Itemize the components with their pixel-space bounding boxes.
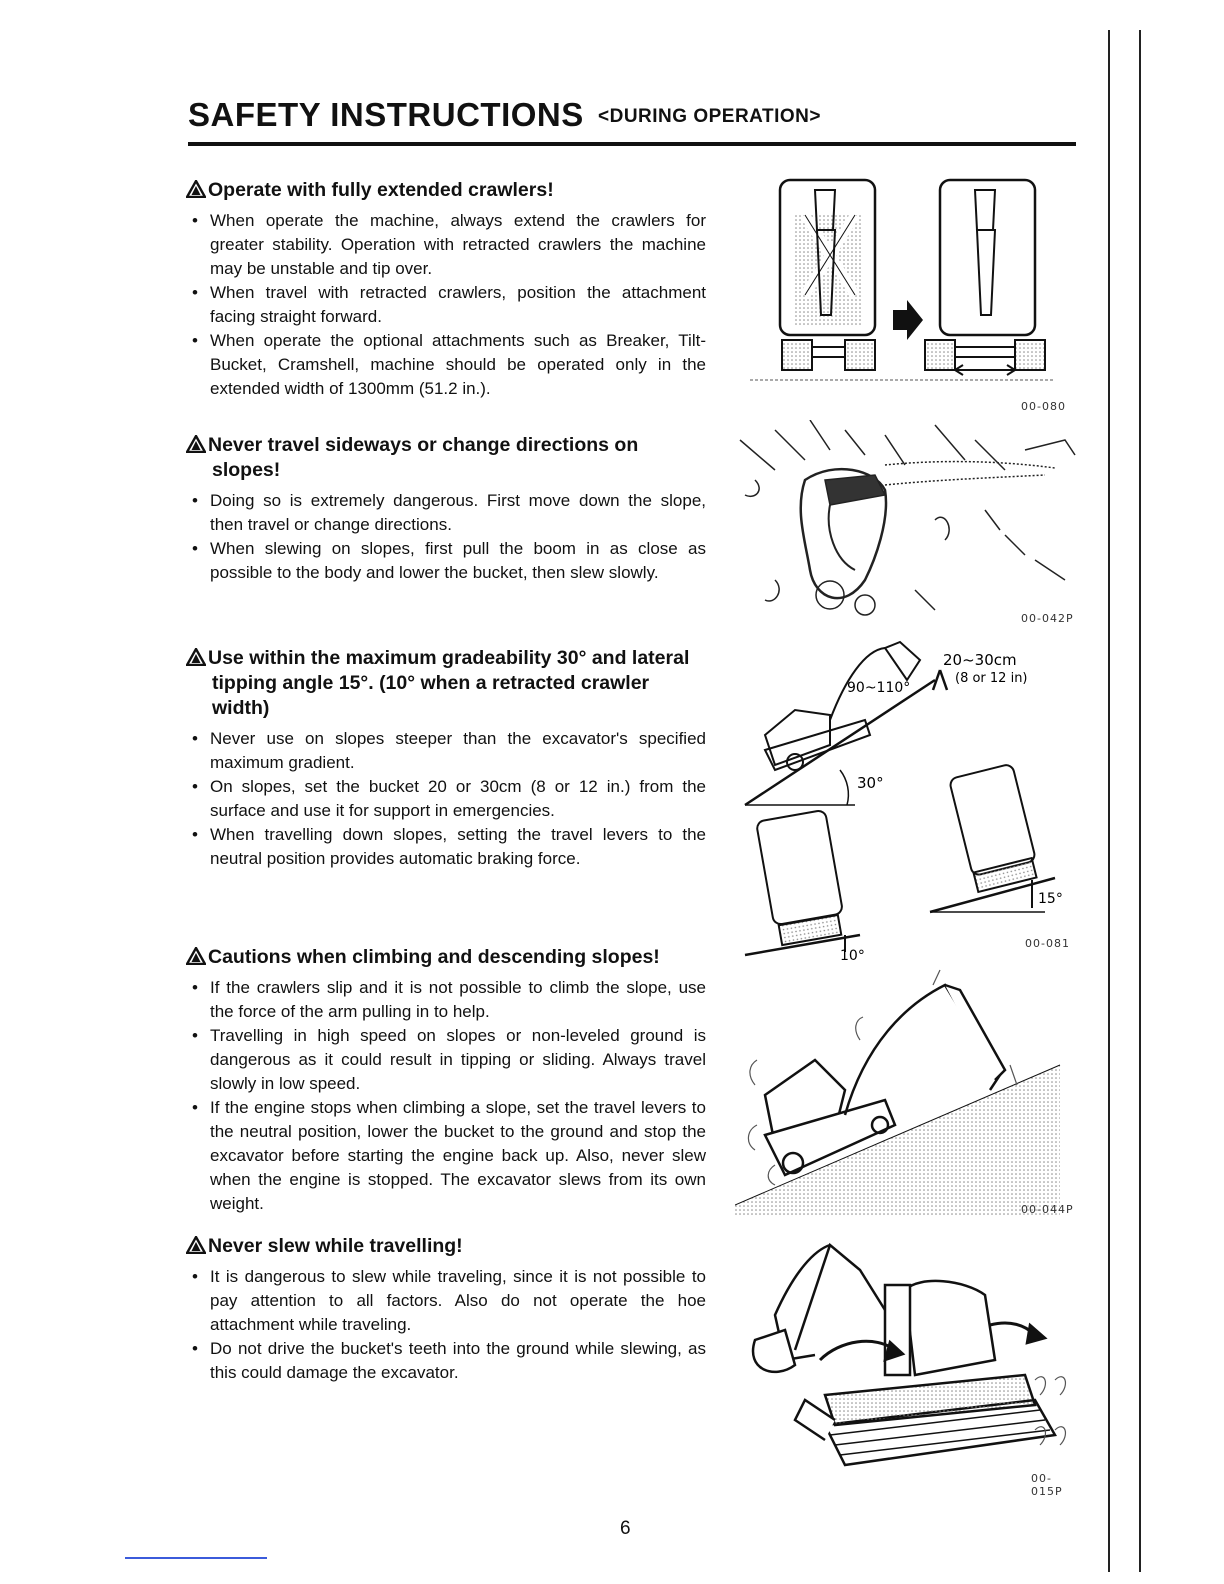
section-gradeability <box>186 646 706 871</box>
excavator-climbing-illustration <box>735 965 1080 1215</box>
page-title: SAFETY INSTRUCTIONS <box>188 96 584 133</box>
figure-code: 00-042P <box>1021 612 1074 625</box>
grade-angle-label: 30° <box>857 774 884 792</box>
excavator-slewing-illustration <box>735 1230 1080 1470</box>
warning-triangle-icon <box>186 646 208 671</box>
warning-triangle-icon <box>186 433 208 458</box>
figure-slope-tipping <box>735 420 1080 630</box>
bullet-item: • On slopes, set the bucket 20 or 30cm (8 or 12 in.) from the surface and use it for support in emergencies. <box>186 775 706 823</box>
section-slopes-sideways <box>186 433 706 585</box>
bullet-item: • When slewing on slopes, first pull the boom in as close as possible to the body and lower the bucket, then slew slowly. <box>186 537 706 585</box>
section-heading: Never slew while travelling! <box>208 1235 463 1257</box>
figure-code: 00-015P <box>1031 1472 1063 1498</box>
section-heading: Never travel sideways or change directions on slopes! <box>208 434 639 481</box>
figure-gradeability <box>735 640 1080 960</box>
figure-no-slew <box>735 1230 1080 1498</box>
boom-angle-label: 90~110° <box>847 680 911 696</box>
warning-triangle-icon <box>186 178 208 203</box>
clearance-inch-label: (8 or 12 in) <box>955 671 1028 686</box>
section-heading: Use within the maximum gradeability 30° and lateral tipping angle 15°. (10° when a retracted crawler width) <box>208 647 690 719</box>
excavator-tipping-illustration <box>735 420 1080 620</box>
bullet-item: • When operate the optional attachments such as Breaker, Tilt-Bucket, Cramshell, machine should be operated only in the extended width of 1300mm (51.2 in.). <box>186 329 706 401</box>
bullet-item: • When operate the machine, always extend the crawlers for greater stability. Operation with retracted crawlers the machine may be unstable and tip over. <box>186 209 706 281</box>
lateral-angle-label: 15° <box>1038 891 1063 907</box>
section-climbing-descending <box>186 945 706 1216</box>
gradeability-diagram <box>735 640 1080 960</box>
bullet-item: • Never use on slopes steeper than the excavator's specified maximum gradient. <box>186 727 706 775</box>
warning-triangle-icon <box>186 945 208 970</box>
bullet-item: • It is dangerous to slew while traveling, since it is not possible to pay attention to all factors. Also do not operate the hoe attachment while traveling. <box>186 1265 706 1337</box>
page-edge-line <box>1139 30 1141 1572</box>
clearance-label: 20~30cm <box>943 651 1017 669</box>
figure-climbing-slope <box>735 965 1080 1215</box>
footer-rule <box>125 1557 267 1559</box>
page-edge-line <box>1108 30 1110 1572</box>
figure-code: 00-080 <box>1021 400 1066 413</box>
bullet-item: • Doing so is extremely dangerous. First move down the slope, then travel or change directions. <box>186 489 706 537</box>
excavator-crawler-illustration <box>735 175 1080 415</box>
bullet-item: • When travelling down slopes, setting the travel levers to the neutral position provides automatic braking force. <box>186 823 706 871</box>
lateral-retracted-angle-label: 10° <box>840 948 865 960</box>
bullet-item: • If the engine stops when climbing a slope, set the travel levers to the neutral position, lower the bucket to the ground and stop the excavator before starting the engine back up. Also, never slew when the engine is stopped. The excavator slews from its own weight. <box>186 1096 706 1216</box>
section-heading: Cautions when climbing and descending slopes! <box>208 946 660 968</box>
page-subtitle: <DURING OPERATION> <box>598 106 821 127</box>
section-no-slew-travel <box>186 1234 706 1385</box>
page-number: 6 <box>620 1518 631 1539</box>
bullet-item: • If the crawlers slip and it is not possible to climb the slope, use the force of the arm pulling in to help. <box>186 976 706 1024</box>
bullet-item: • Do not drive the bucket's teeth into the ground while slewing, as this could damage the excavator. <box>186 1337 706 1385</box>
bullet-item: • Travelling in high speed on slopes or non-leveled ground is dangerous as it could result in tipping or sliding. Always travel slowly in low speed. <box>186 1024 706 1096</box>
page-header <box>188 96 1076 146</box>
warning-triangle-icon <box>186 1234 208 1259</box>
section-extended-crawlers <box>186 178 706 401</box>
bullet-item: • When travel with retracted crawlers, position the attachment facing straight forward. <box>186 281 706 329</box>
figure-code: 00-081 <box>1025 937 1070 950</box>
section-heading: Operate with fully extended crawlers! <box>208 179 554 201</box>
figure-crawler-width <box>735 175 1080 415</box>
figure-code: 00-044P <box>1021 1203 1074 1216</box>
